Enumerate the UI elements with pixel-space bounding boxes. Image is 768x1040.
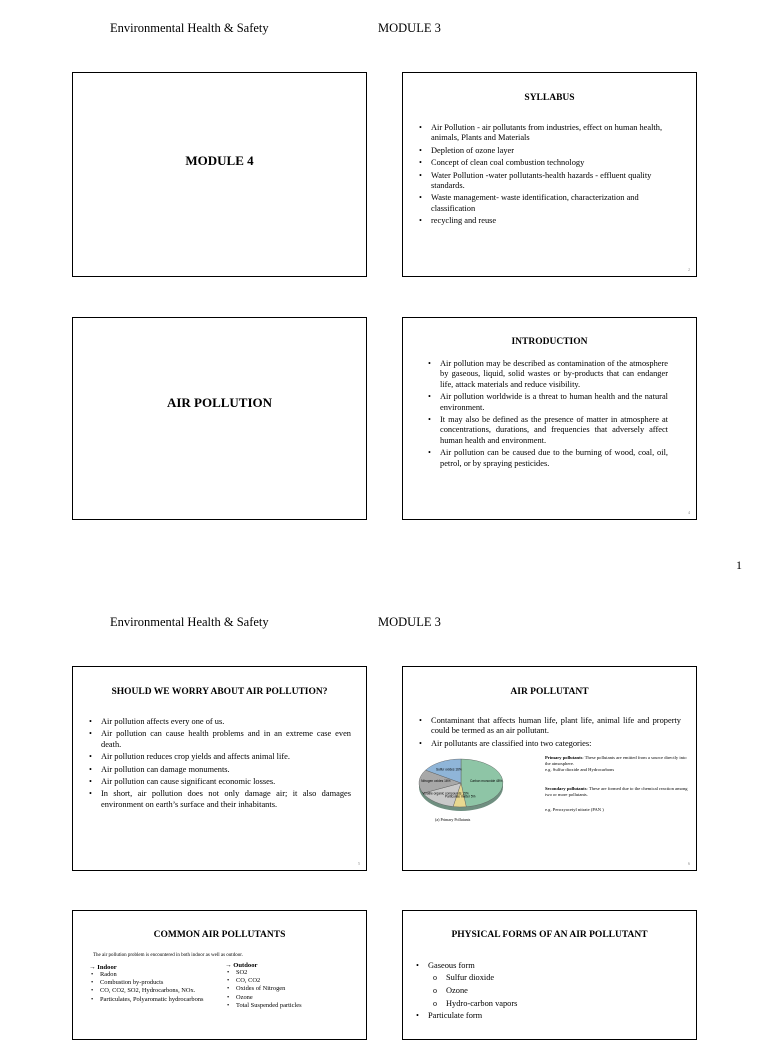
page1-header-right: MODULE 3: [378, 21, 441, 35]
primary-pollutants-text: [545, 755, 691, 772]
list-item: • Ozone: [225, 994, 360, 1002]
slide-title: MODULE 4: [185, 153, 254, 168]
primary-pollutants-pie-chart: [409, 753, 549, 823]
slide-title: SYLLABUS: [524, 93, 575, 103]
slide-air-pollutant: [402, 666, 697, 871]
indoor-column: [89, 964, 224, 1004]
pie-label: Sulfur oxides 16%: [436, 767, 462, 772]
slide-module-4: [72, 72, 367, 277]
indoor-label: Indoor: [97, 964, 117, 971]
particulate-label: Particulate form: [428, 1011, 483, 1020]
list-item: • Air pollution can damage monuments.: [89, 765, 351, 775]
list-item: • SO2: [225, 969, 360, 977]
list-item: • Air pollution worldwide is a threat to human health and the natural environment.: [428, 392, 668, 413]
list-item: • Air pollutants are classified into two categories:: [419, 739, 681, 749]
pie-label: Particulate matter 5%: [444, 794, 476, 799]
list-item: • Air pollution can cause health problems and in an extreme case even death.: [89, 729, 351, 750]
slide-title: INTRODUCTION: [511, 337, 588, 347]
list-item: • Waste management- waste identification, characterization and classification: [419, 193, 681, 214]
list-item: [416, 1011, 686, 1021]
indoor-heading: [89, 964, 224, 971]
list-item: • Air pollution can cause significant economic losses.: [89, 777, 351, 787]
forms-list: [416, 960, 686, 973]
outdoor-list: [225, 969, 360, 1010]
chart-caption: (a) Primary Pollutants: [435, 817, 471, 822]
slide-should-we-worry: [72, 666, 367, 871]
list-item: • Particulates, Polyaromatic hydrocarbons: [89, 996, 224, 1004]
page-number: 1: [736, 558, 742, 572]
slide-title: PHYSICAL FORMS OF AN AIR POLLUTANT: [451, 930, 648, 940]
primary-example: e.g. Sulfur dioxide and Hydrocarbons: [545, 766, 615, 772]
primary-description: : These pollutants are emitted from a source directly into the atmosphere.: [545, 755, 687, 766]
primary-label: Primary pollutants: [545, 755, 583, 760]
slide-air-pollution: [72, 317, 367, 520]
forms-list-2: [416, 1011, 686, 1023]
slide-title: COMMON AIR POLLUTANTS: [153, 930, 286, 940]
list-item: • Air pollution affects every one of us.: [89, 717, 351, 727]
arrow-right-icon: →: [89, 964, 96, 971]
indoor-list: [89, 971, 224, 1004]
list-item: • CO, CO2, SO2, Hydrocarbons, NOx.: [89, 987, 224, 995]
arrow-right-icon: →: [225, 962, 232, 969]
list-item: • Air pollution may be described as contamination of the atmosphere by gaseous, liquid, solid wastes or by-products that can endanger life, attack materials and reduce visibility.: [428, 359, 668, 390]
introduction-list: [428, 359, 668, 471]
list-item: • Contaminant that affects human life, plant life, animal life and property could be termed as an air pollutant.: [419, 716, 681, 737]
outdoor-heading: [225, 962, 360, 969]
slide-common-air-pollutants: [72, 910, 367, 1040]
list-item: • Combustion by-products: [89, 979, 224, 987]
secondary-description: : These are formed due to the chemical reaction among two or more pollutants.: [545, 786, 688, 797]
list-item: • Concept of clean coal combustion technology: [419, 158, 681, 168]
list-item: • recycling and reuse: [419, 216, 681, 226]
page1-header-left: Environmental Health & Safety: [110, 21, 269, 35]
list-item: o Sulfur dioxide: [416, 972, 686, 985]
slide-number: 6: [688, 861, 690, 866]
common-intro: The air pollution problem is encountered in both indoor as well as outdoor.: [93, 953, 243, 958]
list-item: • In short, air pollution does not only damage air; it also damages environment on earth’s surface and their inhabitants.: [89, 789, 351, 810]
pie-label: Volatile organic compounds 15%: [422, 791, 469, 796]
page2-header-left: Environmental Health & Safety: [110, 615, 269, 629]
secondary-example: e.g. Peroxyacetyl nitrate (PAN ): [545, 807, 604, 812]
list-item: • Water Pollution -water pollutants-health hazards - effluent quality standards.: [419, 171, 681, 192]
syllabus-list: [419, 123, 681, 229]
outdoor-label: Outdoor: [233, 962, 258, 969]
gaseous-label: Gaseous form: [428, 961, 475, 970]
slide-title: AIR POLLUTANT: [510, 687, 589, 697]
list-item: • CO, CO2: [225, 977, 360, 985]
secondary-pollutants-text: [545, 786, 691, 798]
slide-title: AIR POLLUTION: [166, 395, 273, 410]
list-item: • Air pollution can be caused due to the burning of wood, coal, oil, petrol, or by spraying pesticides.: [428, 448, 668, 469]
slide-syllabus: [402, 72, 697, 277]
slide-title: SHOULD WE WORRY ABOUT AIR POLLUTION?: [111, 687, 328, 697]
worry-list: [89, 717, 351, 812]
gaseous-sublist: [416, 972, 686, 1010]
pollutant-list: [419, 716, 681, 751]
pie-label: Nitrogen oxides 16%: [421, 779, 451, 784]
pie-label: Carbon monoxide 48%: [469, 779, 503, 784]
list-item: • Air pollution reduces crop yields and affects animal life.: [89, 752, 351, 762]
slide-number: 2: [688, 267, 690, 272]
list-item: [416, 960, 686, 973]
page2-header-right: MODULE 3: [378, 615, 441, 629]
list-item: • Air Pollution - air pollutants from industries, effect on human health, animals, Plants and Materials: [419, 123, 681, 144]
list-item: • Oxides of Nitrogen: [225, 985, 360, 993]
outdoor-column: [225, 962, 360, 1010]
list-item: • Depletion of ozone layer: [419, 146, 681, 156]
list-item: o Hydro-carbon vapors: [416, 998, 686, 1011]
list-item: • It may also be defined as the presence of matter in atmosphere at concentrations, durations, and frequencies that adversely affect human health and environment.: [428, 415, 668, 446]
list-item: • Radon: [89, 971, 224, 979]
slide-number: 4: [688, 510, 690, 515]
slide-introduction: [402, 317, 697, 520]
slide-physical-forms: [402, 910, 697, 1040]
secondary-label: Secondary pollutants: [545, 786, 587, 791]
slide-number: 5: [358, 861, 360, 866]
list-item: o Ozone: [416, 985, 686, 998]
list-item: • Total Suspended particles: [225, 1002, 360, 1010]
